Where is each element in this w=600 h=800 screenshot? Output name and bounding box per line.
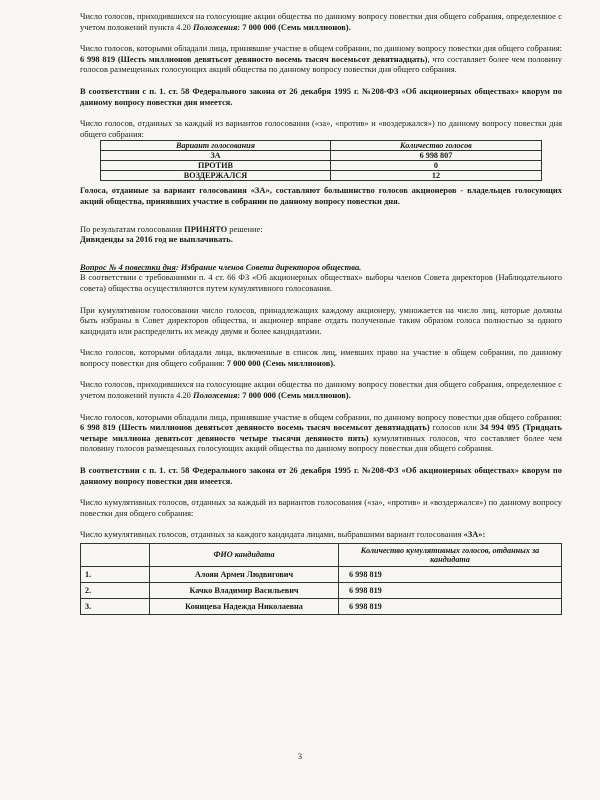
candidate-number: 2. [81,583,150,599]
vote-option: ЗА [101,151,331,161]
column-header [81,544,150,567]
candidate-number: 3. [81,599,150,615]
table-header-row [81,544,562,567]
votes-intro: Число голосов, отданных за каждый из вариантов голосования («за», «против» и «воздержался») по данному вопросу повестки дня общего собрания: [80,118,562,139]
candidate-name: Коницева Надежда Николаевна [150,599,339,615]
candidate-votes: 6 998 819 [339,599,562,615]
vote-count: 6 998 807 [330,151,541,161]
candidates-table [80,543,562,615]
result-line: По результатам голосования ПРИНЯТО решение: [80,223,263,234]
decision-line: Дивиденды за 2016 год не выплачивать. [80,234,233,245]
vote-option: ПРОТИВ [101,161,331,171]
column-header: Вариант голосования [101,141,331,151]
table-row [81,599,562,615]
candidate-name: Алоян Армен Людвигович [150,567,339,583]
majority-statement: Голоса, отданные за вариант голосования «ЗА», составляют большинство голосов акционеров - владельцев голосующих акций общества, принявших участие в собрании по данному вопросу повестки дня. [80,185,562,206]
table-row [81,583,562,599]
votes-table [100,140,542,181]
table-row [101,171,542,181]
question-4-title: Вопрос № 4 повестки дня: Избрание членов Совета директоров общества. [80,261,362,272]
participants-votes-paragraph-q4: Число голосов, которыми обладали лица, принявшие участие в общем собрании, по данному вопросу повестки дня общего собрания: 6 998 819 (Шесть миллионов девятьсот девяносто восемь тысяч восемьсот девятнадцать) голосов или 34 994 095 (Тридцать четыре миллиона девятьсот девяносто четыре тысячи девяносто пять) кумулятивных голосов, что составляет более чем половину голосов размещенных голосующих акций общества по данному вопросу повестки дня общего собрания. [80,411,563,454]
candidate-votes: 6 998 819 [339,567,562,583]
candidates-intro: Число кумулятивных голосов, отданных за каждого кандидата лицами, выбравшими вариант голосования «ЗА»: [80,529,486,540]
vote-count: 12 [330,171,541,181]
quorum-statement: В соответствии с п. 1. ст. 58 Федерального закона от 26 декабря 1995 г. №208-ФЗ «Об акционерных обществах» кворум по данному вопросу повестки дня имеется. [80,85,562,107]
candidate-votes: 6 998 819 [339,583,562,599]
column-header: ФИО кандидата [150,544,339,567]
table-row [101,151,542,161]
column-header: Количество голосов [330,141,541,151]
votes-per-shares-paragraph-q4: Число голосов, приходившихся на голосующие акции общества по данному вопросу повестки дня общего собрания, определенное с учетом положений пункта 4.20 Положения: 7 000 000 (Семь миллионов). [80,379,562,401]
cumulative-voting-paragraph: В соответствии с требованиями п. 4 ст. 66 ФЗ «Об акционерных обществах» выборы членов Совета директоров (Наблюдательного совета) общества осуществляются путем кумулятивного голосования. [80,272,562,293]
cumulative-explanation-paragraph: При кумулятивном голосовании число голосов, принадлежащих каждому акционеру, умножается на число лиц, которые должны быть избраны в Совет директоров общества, и акционер вправе отдать полученные таким образом голоса полностью за одного кандидата или распределить их между двумя и более кандидатами. [80,304,562,336]
candidate-number: 1. [81,567,150,583]
quorum-statement-q4: В соответствии с п. 1. ст. 58 Федерального закона от 26 декабря 1995 г. №208-ФЗ «Об акционерных обществах» кворум по данному вопросу повестки дня имеется. [80,465,562,486]
table-row [101,161,542,171]
column-header: Количество кумулятивных голосов, отданных за кандидата [339,544,562,567]
cumulative-votes-intro: Число кумулятивных голосов, отданных за каждый из вариантов голосования («за», «против» и «воздержался») по данному вопросу повестки дня общего собрания: [80,497,562,518]
participants-votes-paragraph: Число голосов, которыми обладали лица, принявшие участие в общем собрании, по данному вопросу повестки дня общего собрания: 6 998 819 (Шесть миллионов девятьсот девяносто восемь тысяч восемьсот девятнадцать), что составляет более чем половину голосов размещенных голосующих акций общества по данному вопросу повестки дня общего собрания. [80,43,562,75]
eligible-votes-paragraph: Число голосов, которыми обладали лица, включенные в список лиц, имевших право на участие в общем собрании, по данному вопросу повестки дня общего собрания: 7 000 000 (Семь миллионов). [80,347,562,368]
votes-per-shares-paragraph: Число голосов, приходившихся на голосующие акции общества по данному вопросу повестки дня общего собрания, определенное с учетом положений пункта 4.20 Положения: 7 000 000 (Семь миллионов). [80,11,562,32]
vote-option: ВОЗДЕРЖАЛСЯ [101,171,331,181]
table-row [81,567,562,583]
table-header-row [101,141,542,151]
page-number: 3 [297,752,303,761]
vote-count: 0 [330,161,541,171]
candidate-name: Качко Владимир Васильевич [150,583,339,599]
